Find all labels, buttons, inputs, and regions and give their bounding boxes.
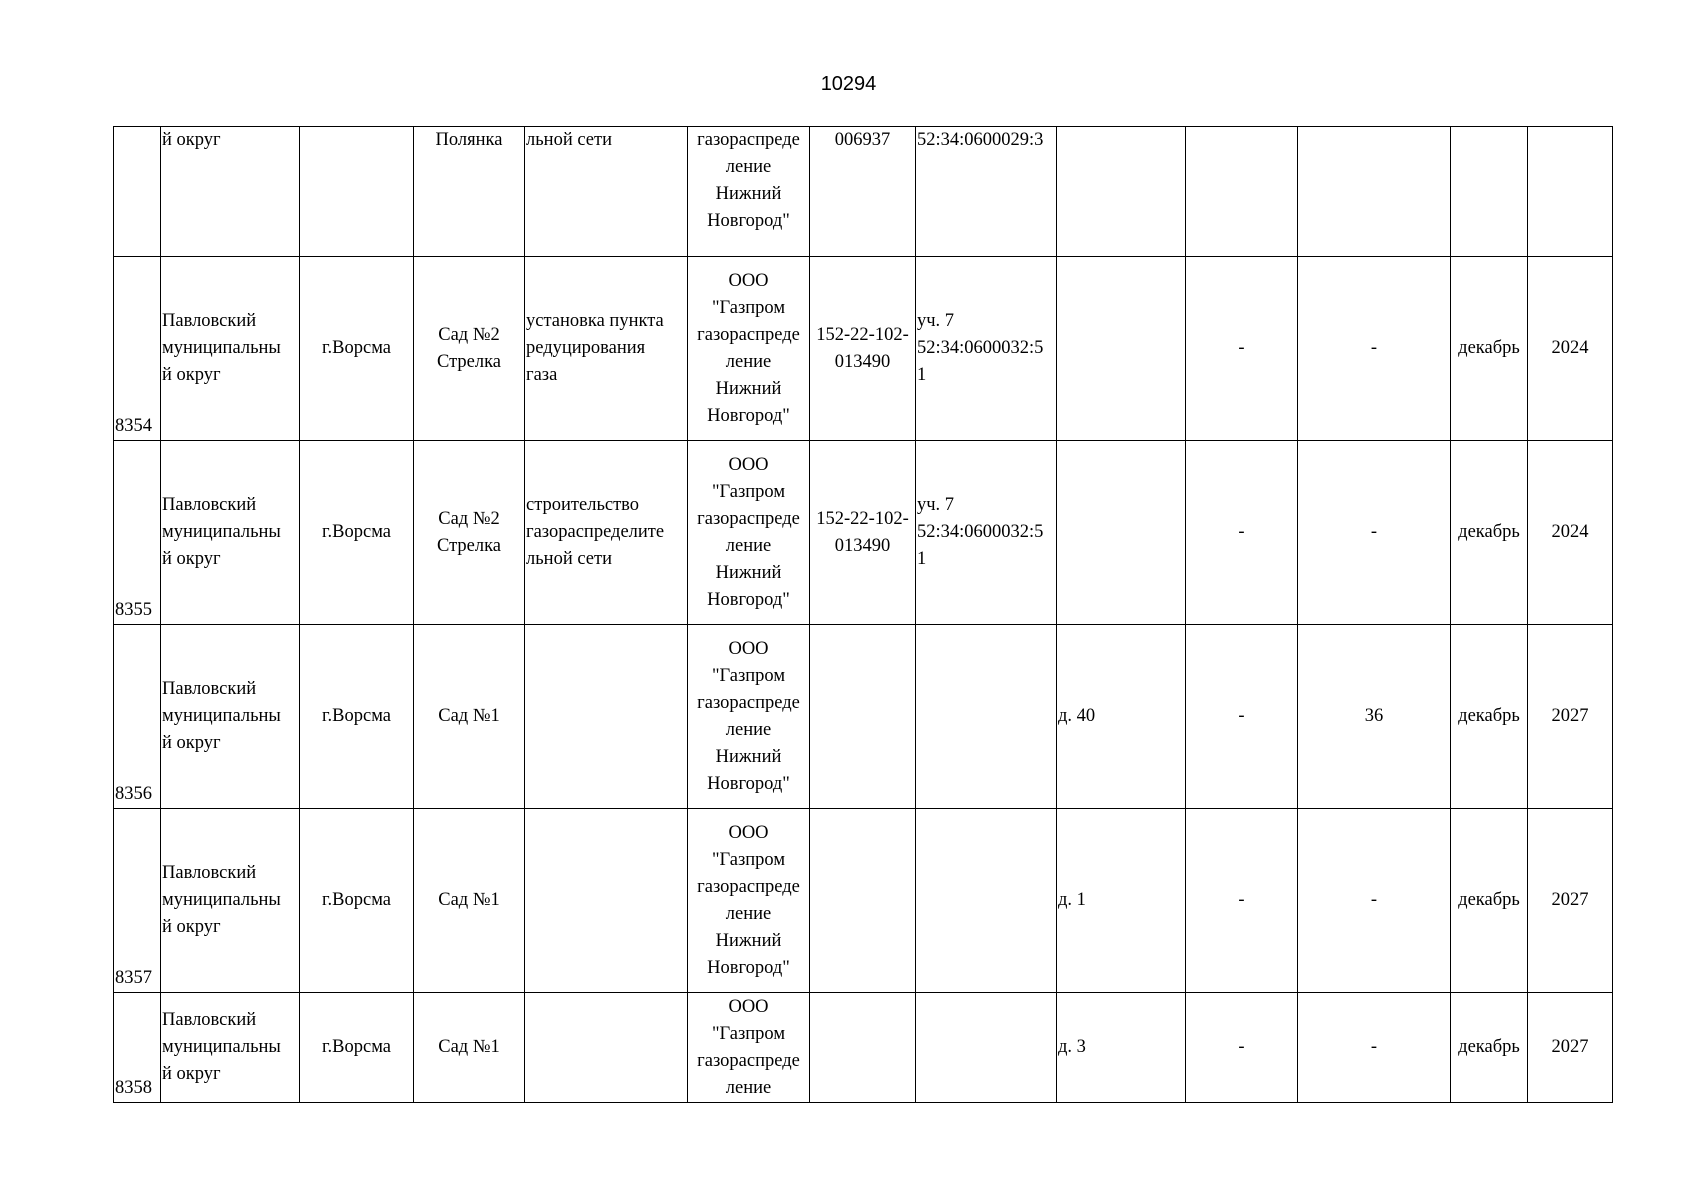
month-cell: декабрь <box>1451 993 1528 1103</box>
organization-cell: ООО "Газпром газораспреде ление Нижний Новгород" <box>688 809 810 993</box>
work-type-cell: установка пункта редуцирования газа <box>525 257 688 441</box>
month-cell: декабрь <box>1451 809 1528 993</box>
house-cell: д. 1 <box>1057 809 1186 993</box>
address-cell: Сад №1 <box>414 809 525 993</box>
code-cell: 006937 <box>810 127 916 257</box>
value-cell <box>1298 127 1451 257</box>
code-cell <box>810 809 916 993</box>
value-cell: - <box>1186 993 1298 1103</box>
table-row <box>114 257 1613 441</box>
address-cell: Сад №2 Стрелка <box>414 257 525 441</box>
address-cell: Сад №1 <box>414 993 525 1103</box>
value-cell: - <box>1186 625 1298 809</box>
house-cell <box>1057 441 1186 625</box>
district-cell: Павловский муниципальны й округ <box>161 993 300 1103</box>
value-cell: - <box>1298 993 1451 1103</box>
locality-cell: г.Ворсма <box>300 809 414 993</box>
code-cell: 152-22-102- 013490 <box>810 441 916 625</box>
work-type-cell <box>525 993 688 1103</box>
month-cell: декабрь <box>1451 625 1528 809</box>
table-row <box>114 625 1613 809</box>
district-cell: Павловский муниципальны й округ <box>161 809 300 993</box>
address-cell: Сад №1 <box>414 625 525 809</box>
value-cell: - <box>1186 441 1298 625</box>
organization-cell: газораспреде ление Нижний Новгород" <box>688 127 810 257</box>
value-cell: - <box>1298 809 1451 993</box>
code-cell <box>810 625 916 809</box>
gasification-table <box>113 126 1613 1103</box>
house-cell: д. 3 <box>1057 993 1186 1103</box>
locality-cell: г.Ворсма <box>300 257 414 441</box>
month-cell <box>1451 127 1528 257</box>
year-cell: 2024 <box>1528 257 1613 441</box>
cadastral-cell: уч. 7 52:34:0600032:5 1 <box>916 257 1057 441</box>
cadastral-cell <box>916 993 1057 1103</box>
cadastral-cell: 52:34:0600029:3 <box>916 127 1057 257</box>
cadastral-cell: уч. 7 52:34:0600032:5 1 <box>916 441 1057 625</box>
row-number: 8354 <box>114 257 161 441</box>
row-number: 8358 <box>114 993 161 1103</box>
table-row <box>114 993 1613 1103</box>
organization-cell: ООО "Газпром газораспреде ление Нижний Новгород" <box>688 257 810 441</box>
year-cell: 2027 <box>1528 625 1613 809</box>
value-cell: 36 <box>1298 625 1451 809</box>
value-cell <box>1186 127 1298 257</box>
locality-cell: г.Ворсма <box>300 993 414 1103</box>
table-row <box>114 441 1613 625</box>
locality-cell: г.Ворсма <box>300 625 414 809</box>
district-cell: й округ <box>161 127 300 257</box>
house-cell <box>1057 257 1186 441</box>
work-type-cell: льной сети <box>525 127 688 257</box>
cadastral-cell <box>916 625 1057 809</box>
year-cell: 2027 <box>1528 809 1613 993</box>
value-cell: - <box>1298 441 1451 625</box>
house-cell: д. 40 <box>1057 625 1186 809</box>
row-number: 8356 <box>114 625 161 809</box>
locality-cell: г.Ворсма <box>300 441 414 625</box>
district-cell: Павловский муниципальны й округ <box>161 257 300 441</box>
year-cell: 2024 <box>1528 441 1613 625</box>
month-cell: декабрь <box>1451 441 1528 625</box>
year-cell: 2027 <box>1528 993 1613 1103</box>
value-cell: - <box>1186 257 1298 441</box>
work-type-cell <box>525 625 688 809</box>
district-cell: Павловский муниципальны й округ <box>161 625 300 809</box>
district-cell: Павловский муниципальны й округ <box>161 441 300 625</box>
organization-cell: ООО "Газпром газораспреде ление Нижний Новгород" <box>688 625 810 809</box>
locality-cell <box>300 127 414 257</box>
organization-cell: ООО "Газпром газораспреде ление <box>688 993 810 1103</box>
address-cell: Полянка <box>414 127 525 257</box>
house-cell <box>1057 127 1186 257</box>
row-number: 8357 <box>114 809 161 993</box>
year-cell <box>1528 127 1613 257</box>
row-number: 8355 <box>114 441 161 625</box>
cadastral-cell <box>916 809 1057 993</box>
table-row <box>114 127 1613 257</box>
row-number <box>114 127 161 257</box>
value-cell: - <box>1186 809 1298 993</box>
address-cell: Сад №2 Стрелка <box>414 441 525 625</box>
value-cell: - <box>1298 257 1451 441</box>
code-cell <box>810 993 916 1103</box>
work-type-cell <box>525 809 688 993</box>
page-number: 10294 <box>820 73 877 95</box>
organization-cell: ООО "Газпром газораспреде ление Нижний Новгород" <box>688 441 810 625</box>
work-type-cell: строительство газораспределите льной сети <box>525 441 688 625</box>
code-cell: 152-22-102- 013490 <box>810 257 916 441</box>
month-cell: декабрь <box>1451 257 1528 441</box>
table-row <box>114 809 1613 993</box>
